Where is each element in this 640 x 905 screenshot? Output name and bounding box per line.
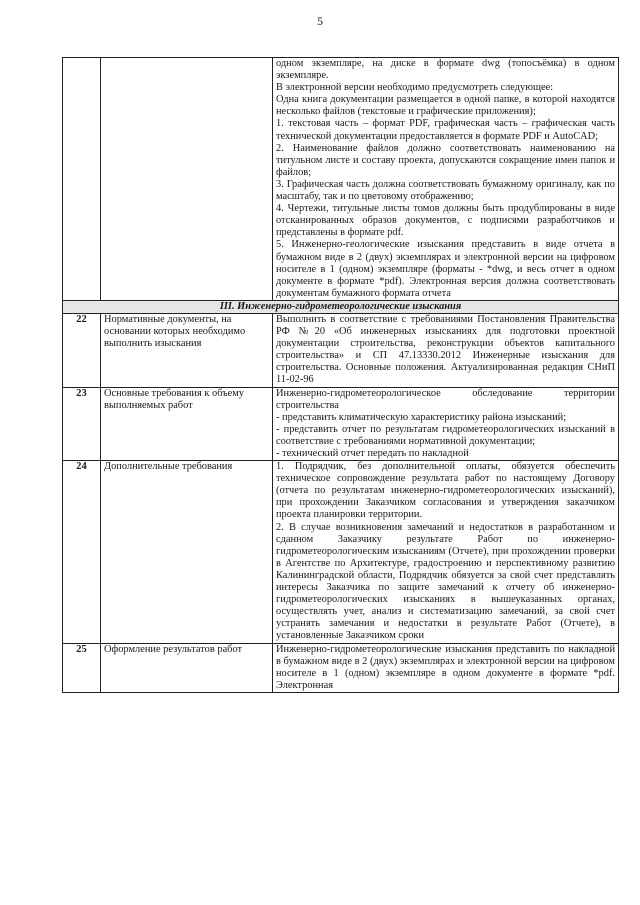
requirements-table <box>62 57 619 693</box>
table-row <box>63 387 619 461</box>
description-paragraph: - представить отчет по результатам гидрометеорологических изысканий в соответствие с требованиями нормативной документации; <box>276 423 615 447</box>
row-number: 24 <box>63 461 101 643</box>
page-number: 5 <box>317 14 323 28</box>
description-paragraph: В электронной версии необходимо предусмотреть следующее: <box>276 82 554 94</box>
description-paragraph: Инженерно-гидрометеорологическое обследование территории строительства <box>276 387 615 411</box>
description-paragraph: Выполнить в соответствие с требованиями Постановления Правительства РФ №20 «Об инженерных изысканиях для подготовки проектной документации строительства, реконструкции объектов капитального строительства» и СП 47.13330.2012 Инженерные изыскания для строительства. Основные положения. Актуализированная редакция СНиП 11-02-96 <box>276 313 615 386</box>
row-number: 25 <box>63 643 101 692</box>
description-paragraph: 3. Графическая часть должна соответствовать бумажному оригиналу, как по масштабу, так и по цветовому отображению; <box>276 178 615 203</box>
table-row <box>63 643 619 692</box>
table-row <box>63 58 619 301</box>
section-heading-row <box>63 300 619 313</box>
row-description-cell <box>273 461 619 643</box>
row-description-cell <box>273 58 619 301</box>
description-paragraph: - представить климатическую характеристику района изысканий; <box>276 411 567 423</box>
description-paragraph: 1. текстовая часть – формат PDF, графическая часть – графическая часть технической документации предоставляется в формате PDF и AutoCAD; <box>276 118 615 142</box>
description-paragraph: Одна книга документации размещается в одной папке, в которой находятся несколько файлов (текстовые и графические приложения); <box>276 94 615 118</box>
description-paragraph: 4. Чертежи, титульные листы томов должны быть продублированы в виде отсканированных образов документов, с подписями разработчиков и представлены в формате pdf. <box>276 203 615 239</box>
table-row <box>63 461 619 643</box>
row-number: 22 <box>63 313 101 387</box>
table-row <box>63 313 619 387</box>
description-paragraph: 2. В случае возникновения замечаний и недостатков в разработанном и сданном Заказчику результате Работ по инженерно-гидрометеорологическим изысканиям (Отчете), при прохождении проверки в Агентстве по Архитектуре, градостроению и перспективному развитию Калининградской области, Подрядчик обязуется за свой счет представлять интересы Заказчика по защите замечаний к отчету об инженерно-гидрометеорологических изысканиях в вышеуказанных органах, осуществлять учет, анализ и систематизацию замечаний, за свой счет устранять замечания и недостатки в результате Работ (Отчете), в установленные Заказчиком сроки <box>276 521 615 642</box>
description-paragraph: одном экземпляре, на диске в формате dwg (топосъёмка) в одном экземпляре. <box>276 58 615 82</box>
section-heading: III. Инженерно-гидрометеорологические изыскания <box>63 300 619 313</box>
row-name: Дополнительные требования <box>101 461 273 643</box>
description-paragraph: 2. Наименование файлов должно соответствовать наименованию на титульном листе и составу проекта, допускаются сокращение имен папок и файлов; <box>276 142 615 178</box>
row-number-cell <box>63 58 101 301</box>
description-paragraph: 1. Подрядчик, без дополнительной оплаты, обязуется обеспечить техническое сопровождение результата работ по настоящему Договору (отчета по результатам инженерно-гидрометеорологических изысканий), при прохождении Заказчиком согласования и утверждения заказчиком проекта планировки территории. <box>276 461 615 521</box>
row-description-cell <box>273 643 619 692</box>
description-paragraph: - технический отчет передать по накладной <box>276 448 469 459</box>
row-description-cell <box>273 313 619 387</box>
row-number: 23 <box>63 387 101 461</box>
row-name-cell <box>101 58 273 301</box>
row-name: Основные требования к объему выполняемых работ <box>101 387 273 461</box>
description-paragraph: 5. Инженерно-геологические изыскания представить в виде отчета в бумажном виде в 2 (двух) экземплярах и электронной версии на цифровом носителе в 1 (одном) экземпляре (форматы - *dwg, и весь отчет в одном документе в формате *pdf). Электронная версия должна соответствовать документам бумажного формата отчета <box>276 239 615 299</box>
description-paragraph: Инженерно-гидрометеорологические изыскания представить по накладной в бумажном виде в 2 (двух) экземплярах и электронной версии на цифровом носителе в 1 (одном) экземпляре в одном документе в формате *pdf. Электронная <box>276 643 615 691</box>
row-name: Нормативные документы, на основании которых необходимо выполнить изыскания <box>101 313 273 387</box>
row-name: Оформление результатов работ <box>101 643 273 692</box>
row-description-cell <box>273 387 619 461</box>
